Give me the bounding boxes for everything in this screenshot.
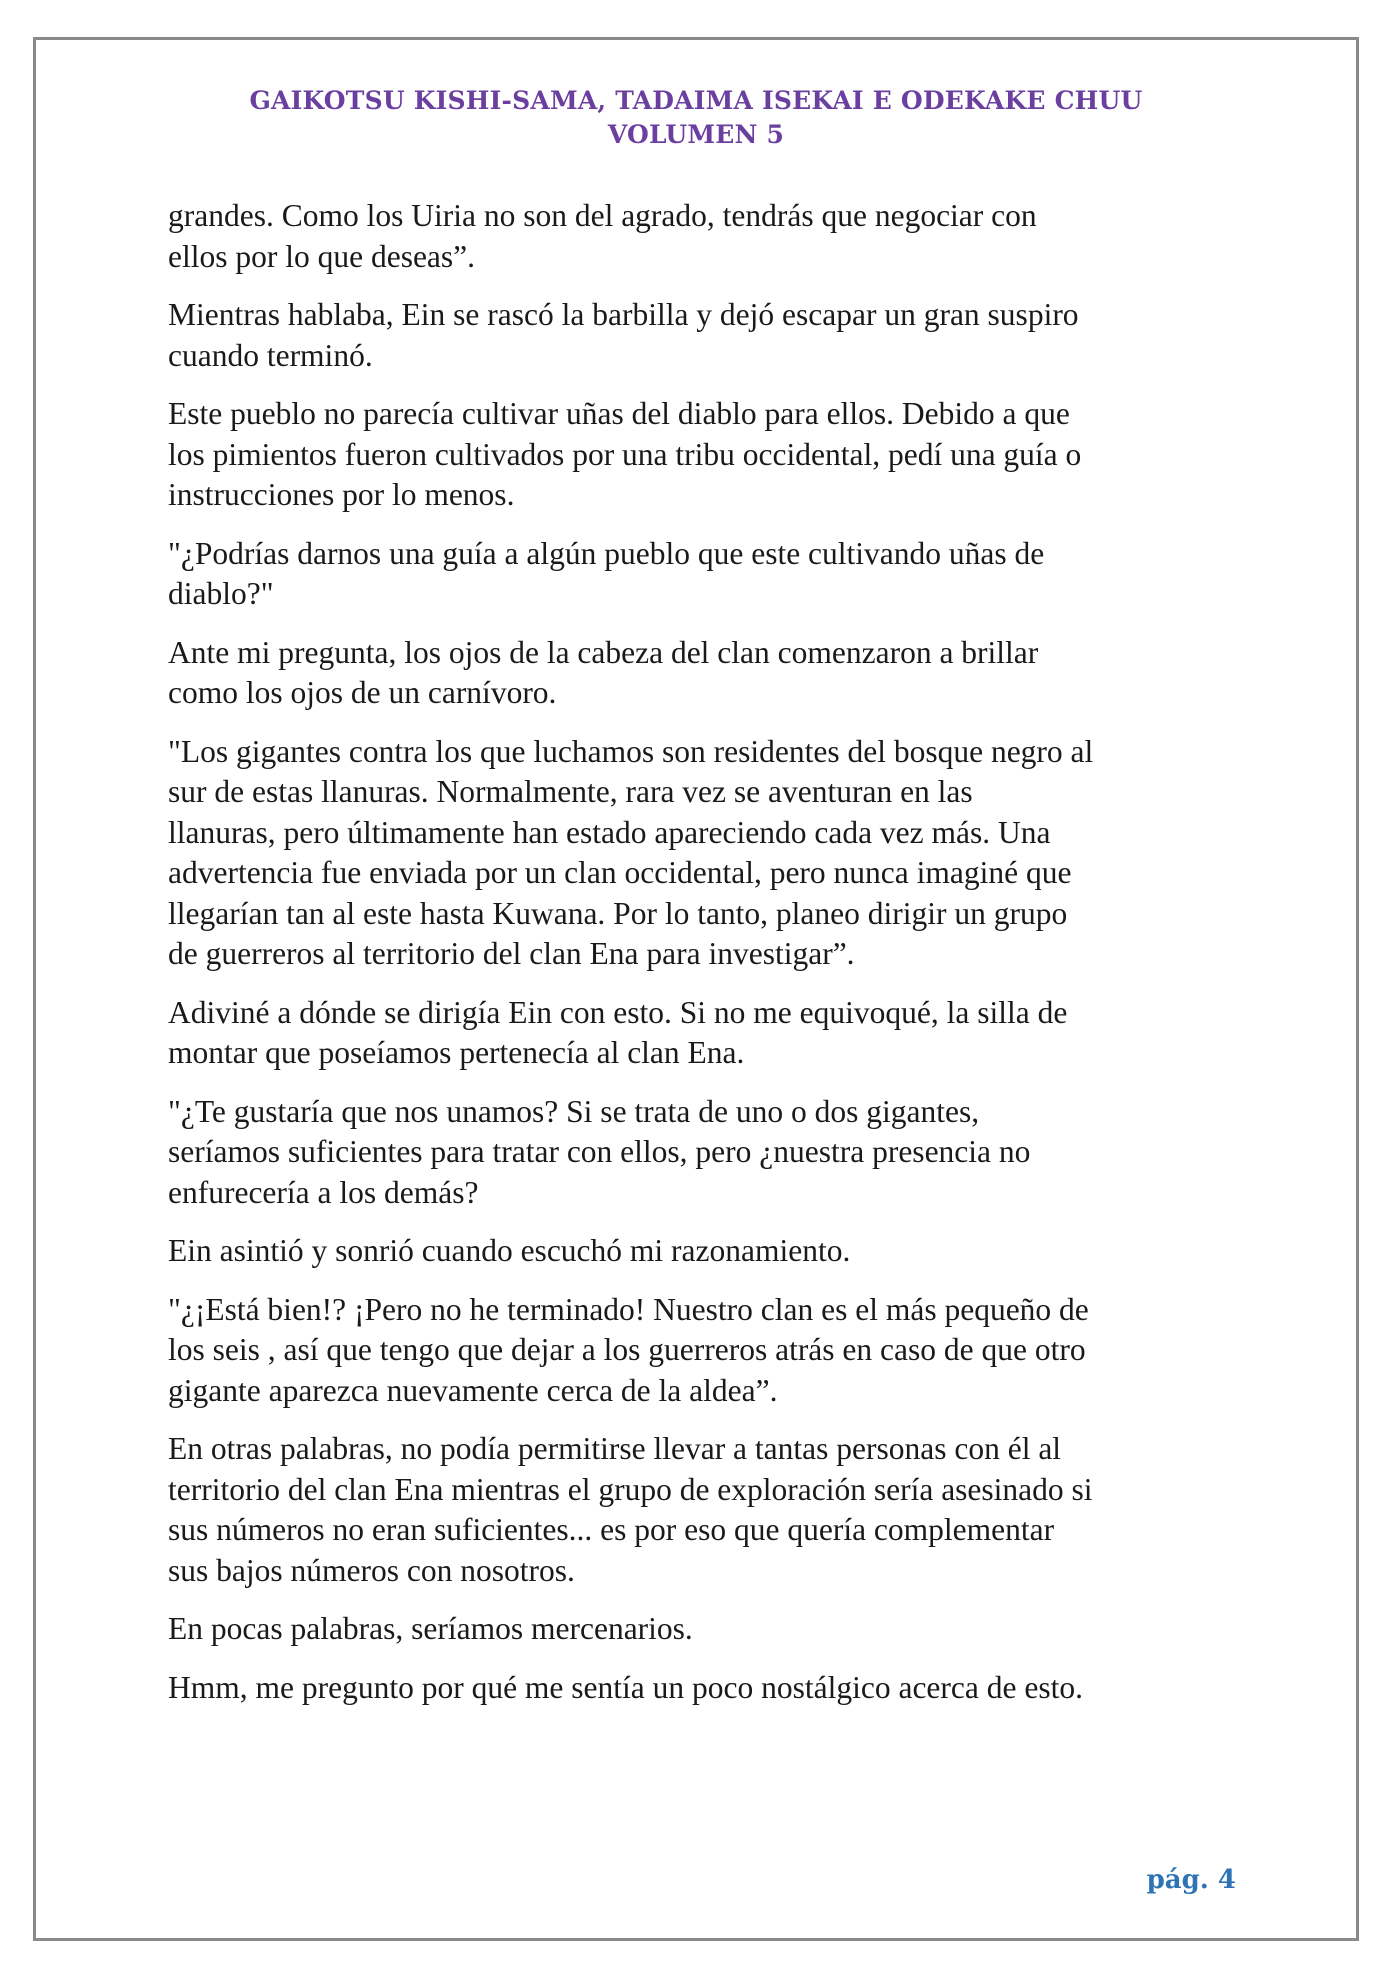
paragraph: "¿¡Está bien!? ¡Pero no he terminado! Nuestro clan es el más pequeño de los seis , así que tengo que dejar a los guerreros atrás en caso de que otro gigante aparezca nuevamente cerca de la aldea”.	[168, 1291, 1089, 1408]
paragraph: grandes. Como los Uiria no son del agrado, tendrás que negociar con ellos por lo que deseas”.	[168, 198, 1037, 274]
paragraph: Ein asintió y sonrió cuando escuchó mi razonamiento.	[168, 1233, 851, 1268]
paragraph: "¿Te gustaría que nos unamos? Si se trata de uno o dos gigantes, seríamos suficientes para tratar con ellos, pero ¿nuestra presencia no enfurecería a los demás?	[168, 1093, 1031, 1210]
running-header	[36, 84, 1356, 152]
page-number: pág. 4	[1146, 1865, 1236, 1895]
paragraph: "Los gigantes contra los que luchamos son residentes del bosque negro al sur de estas llanuras. Normalmente, rara vez se aventuran en las llanuras, pero últimamente han estado apareciendo cada vez más. Una advertencia fue enviada por un clan occidental, pero nunca imaginé que llegarían tan al este hasta Kuwana. Por lo tanto, planeo dirigir un grupo de guerreros al territorio del clan Ena para investigar”.	[168, 733, 1094, 971]
header-series-title: GAIKOTSU KISHI-SAMA, TADAIMA ISEKAI E ODEKAKE CHUU	[249, 86, 1143, 115]
body-text	[168, 196, 1278, 1726]
paragraph: Mientras hablaba, Ein se rascó la barbilla y dejó escapar un gran suspiro cuando terminó.	[168, 297, 1079, 373]
paragraph: Hmm, me pregunto por qué me sentía un poco nostálgico acerca de esto.	[168, 1669, 1083, 1705]
paragraph: "¿Podrías darnos una guía a algún pueblo que este cultivando uñas de diablo?"	[168, 535, 1045, 611]
paragraph: En pocas palabras, seríamos mercenarios.	[168, 1611, 693, 1646]
paragraph: En otras palabras, no podía permitirse llevar a tantas personas con él al territorio del clan Ena mientras el grupo de exploración sería asesinado si sus números no eran suficientes... es por eso que quería complementar sus bajos números con nosotros.	[168, 1431, 1093, 1588]
paragraph: Adiviné a dónde se dirigía Ein con esto. Si no me equivoqué, la silla de montar que poseíamos pertenecía al clan Ena.	[168, 994, 1068, 1070]
header-volume: VOLUMEN 5	[607, 120, 785, 149]
page-frame	[33, 37, 1359, 1941]
paragraph: Este pueblo no parecía cultivar uñas del diablo para ellos. Debido a que los pimientos fueron cultivados por una tribu occidental, pedí una guía o instrucciones por lo menos.	[168, 396, 1082, 512]
paragraph: Ante mi pregunta, los ojos de la cabeza del clan comenzaron a brillar como los ojos de un carnívoro.	[168, 634, 1039, 710]
